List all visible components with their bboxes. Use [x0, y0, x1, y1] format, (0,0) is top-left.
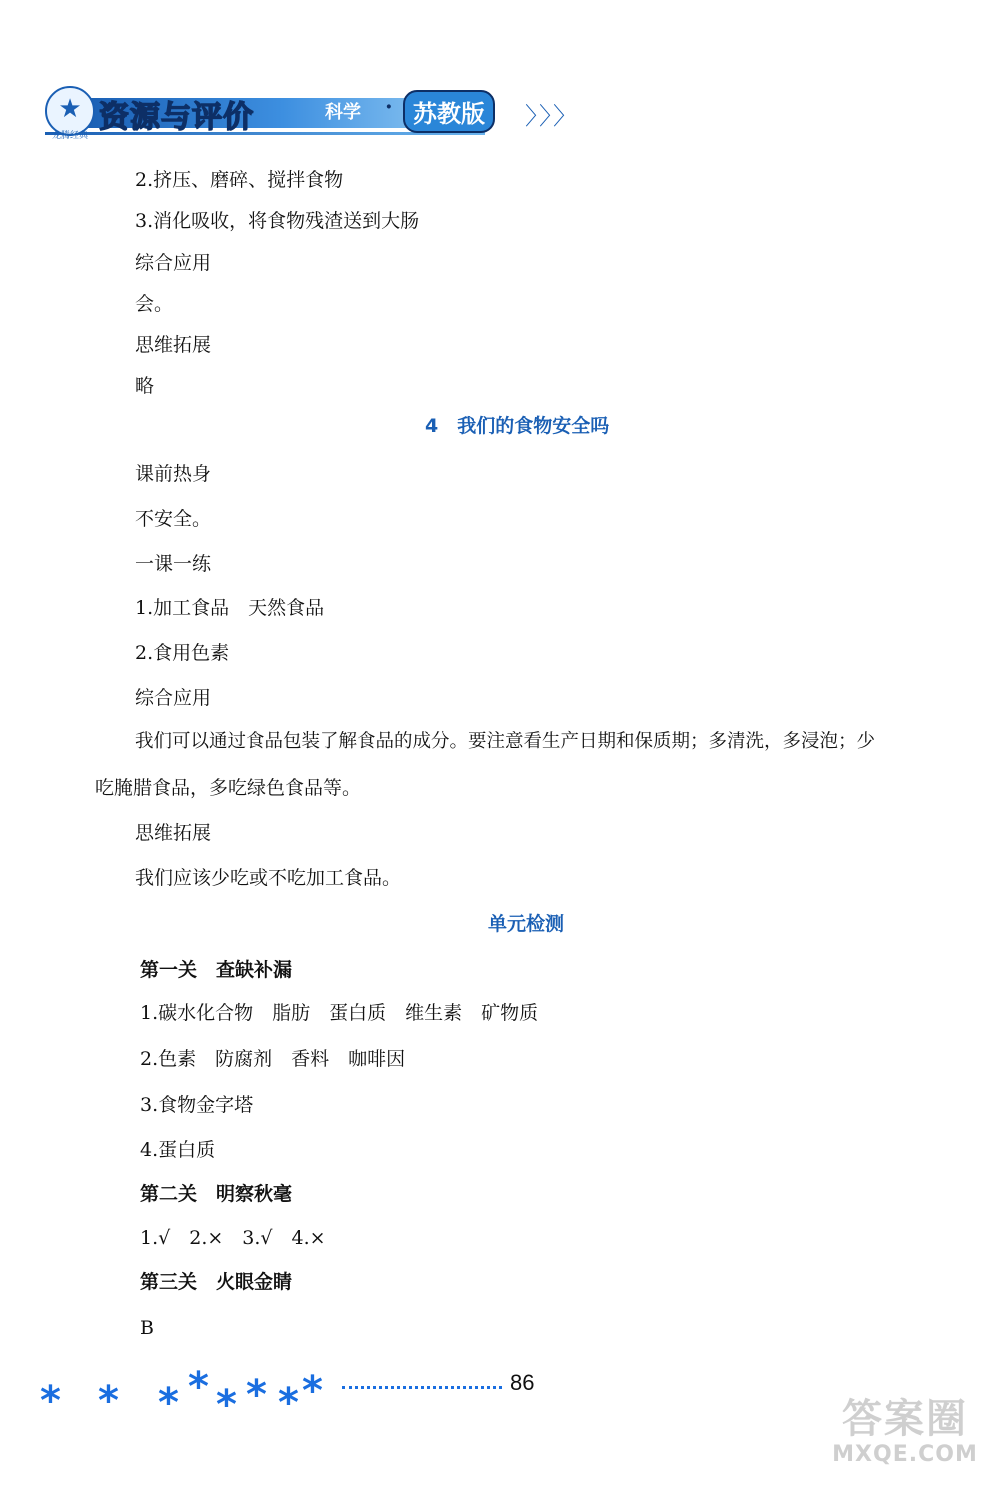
section-heading: 第三关 火眼金睛 — [140, 1271, 293, 1293]
section-heading: 第二关 明察秋毫 — [140, 1183, 293, 1205]
answer-line: 4.蛋白质 — [140, 1139, 216, 1161]
star-icon: * — [188, 1364, 209, 1410]
book-subject: 科学 — [325, 102, 361, 123]
answer-line: 我们应该少吃或不吃加工食品。 — [135, 867, 402, 889]
book-title: 资源与评价 — [99, 100, 254, 135]
star-icon: * — [216, 1382, 237, 1428]
answer-line: 会。 — [135, 293, 174, 315]
page-number: 86 — [510, 1370, 535, 1395]
star-icon: * — [158, 1380, 179, 1426]
answer-line: 2.食用色素 — [135, 642, 230, 664]
header-separator: · — [385, 94, 393, 120]
answer-line: 略 — [135, 375, 155, 397]
section-heading: 综合应用 — [135, 687, 212, 709]
watermark-domain: MXQE.COM — [832, 1442, 978, 1467]
answer-line: 2.色素 防腐剂 香料 咖啡因 — [140, 1048, 406, 1070]
section-heading: 综合应用 — [135, 252, 212, 274]
section-heading: 思维拓展 — [135, 334, 212, 356]
star-icon: * — [40, 1378, 61, 1424]
footer-stars — [40, 1364, 340, 1428]
section-heading: 第一关 查缺补漏 — [140, 959, 293, 981]
star-logo-icon: ★ — [45, 86, 95, 136]
answer-line: 1.√ 2.× 3.√ 4.× — [140, 1227, 326, 1249]
footer-dotted-leader — [342, 1382, 502, 1389]
answer-line: 3.消化吸收，将食物残渣送到大肠 — [135, 210, 420, 232]
section-heading: 课前热身 — [135, 463, 212, 485]
star-icon: * — [98, 1378, 119, 1424]
answer-line: 1.加工食品 天然食品 — [135, 597, 325, 619]
unit-test-title: 单元检测 — [488, 913, 565, 935]
edition-badge: 苏教版 — [403, 90, 495, 133]
answer-line: 3.食物金字塔 — [140, 1094, 254, 1116]
lesson-title: 4 我们的食物安全吗 — [425, 415, 610, 437]
answer-line: 2.挤压、磨碎、搅拌食物 — [135, 169, 344, 191]
watermark-text: 答案圈 — [842, 1396, 968, 1442]
answer-line: B — [140, 1317, 154, 1339]
logo-caption: 龙腾经典 — [51, 131, 88, 141]
answer-line: 吃腌腊食品，多吃绿色食品等。 — [95, 777, 362, 799]
section-heading: 一课一练 — [135, 553, 212, 575]
answer-line: 我们可以通过食品包装了解食品的成分。要注意看生产日期和保质期；多清洗，多浸泡；少 — [135, 731, 876, 752]
chevron-right-icon: 〉〉〉 — [525, 102, 579, 130]
star-icon: * — [302, 1368, 323, 1414]
section-heading: 思维拓展 — [135, 822, 212, 844]
answer-line: 不安全。 — [135, 508, 212, 530]
star-icon: * — [246, 1372, 267, 1418]
watermark-logo — [820, 1396, 990, 1476]
star-icon: * — [278, 1380, 299, 1426]
answer-line: 1.碳水化合物 脂肪 蛋白质 维生素 矿物质 — [140, 1002, 539, 1024]
page-header — [45, 80, 579, 141]
